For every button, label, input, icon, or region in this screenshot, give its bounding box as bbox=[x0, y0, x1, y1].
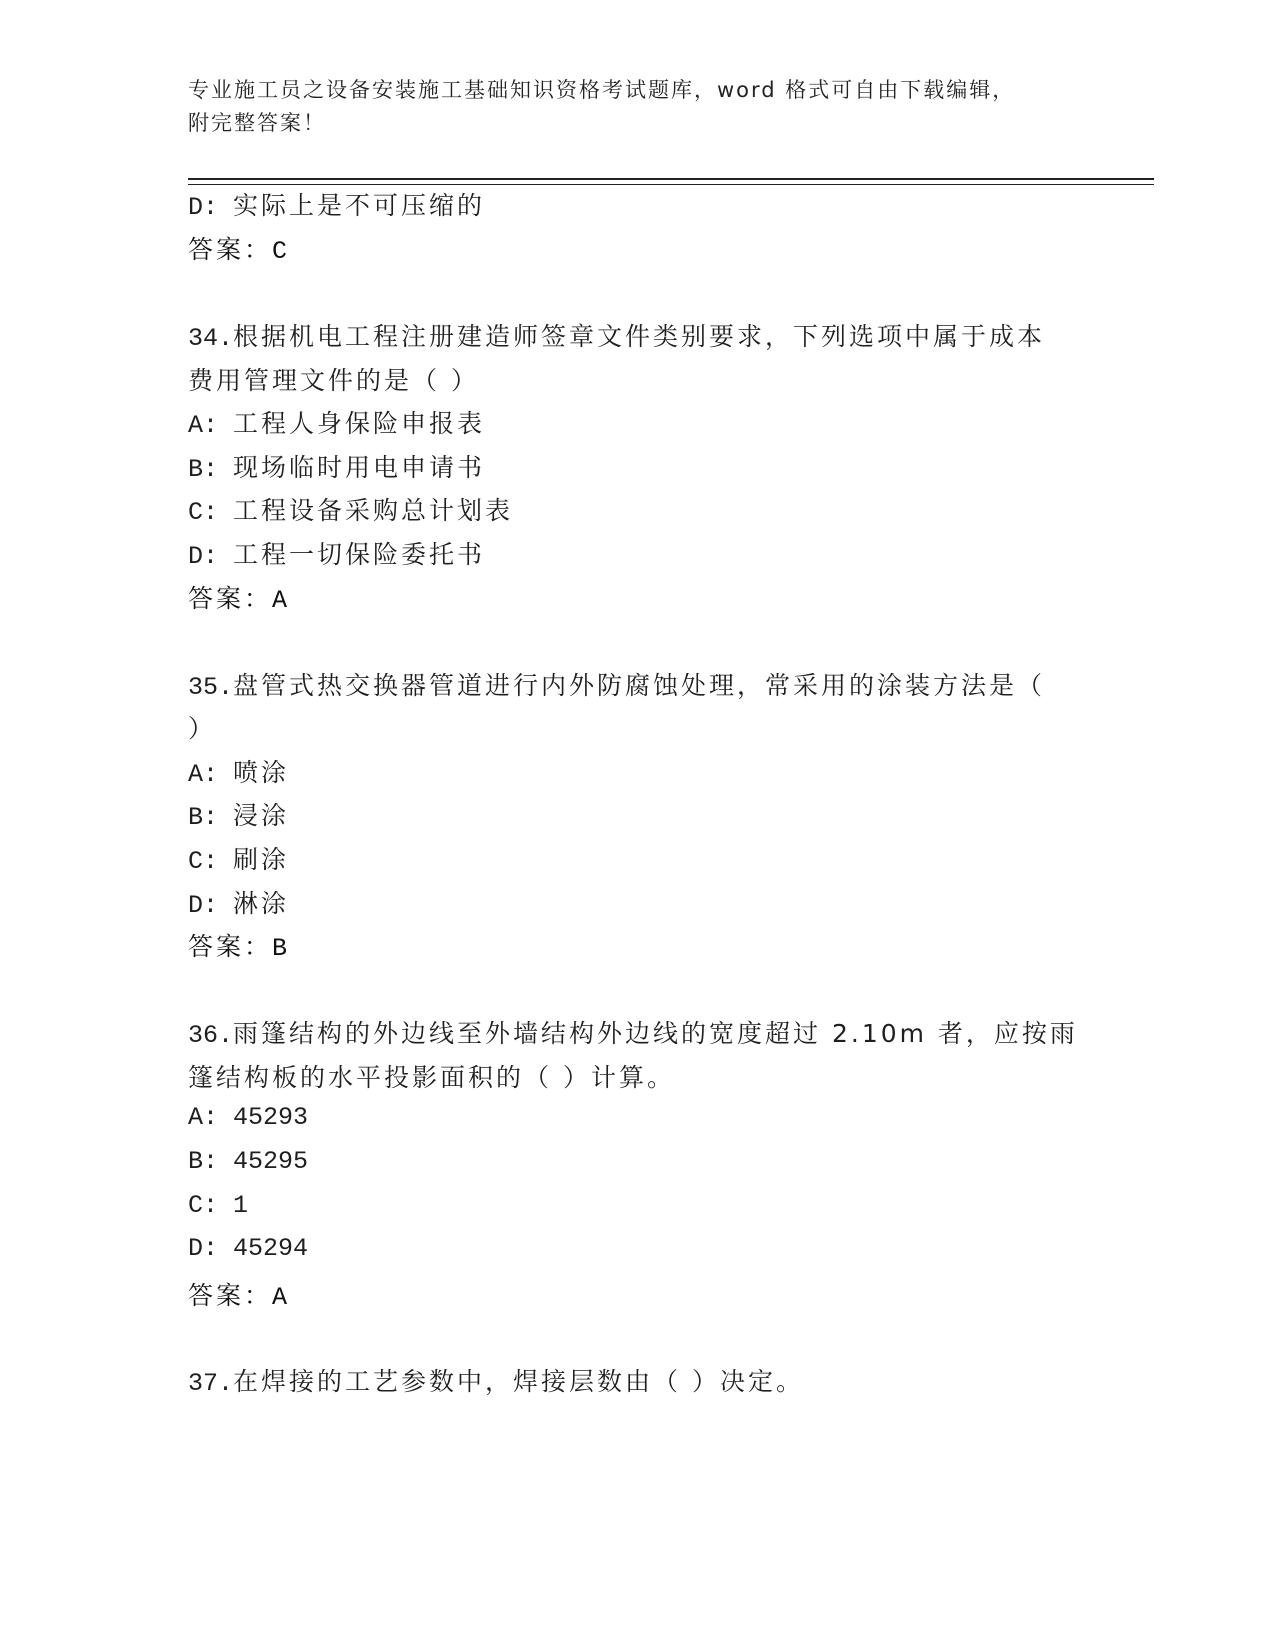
option-letter: A: bbox=[188, 411, 219, 440]
option-letter: B: bbox=[188, 803, 219, 832]
answer-value: A bbox=[272, 586, 289, 615]
option-letter: D: bbox=[188, 1234, 219, 1263]
question-36-option-d bbox=[188, 1232, 308, 1263]
question-37-line-1 bbox=[188, 1362, 804, 1398]
option-text: 45294 bbox=[233, 1234, 309, 1263]
question-35-answer bbox=[188, 927, 288, 963]
option-text: 工程设备采购总计划表 bbox=[233, 496, 514, 525]
question-35-line-1 bbox=[188, 666, 1045, 702]
option-letter: D: bbox=[188, 891, 219, 920]
answer-value: B bbox=[272, 934, 289, 963]
question-text: 雨篷结构的外边线至外墙结构外边线的宽度超过 2.10m 者，应按雨 bbox=[233, 1019, 1078, 1048]
option-letter: A: bbox=[188, 1103, 219, 1132]
question-34-line-1 bbox=[188, 317, 1045, 353]
option-text: 浸涂 bbox=[233, 801, 290, 830]
option-text: 45295 bbox=[233, 1147, 309, 1176]
option-letter: C: bbox=[188, 498, 219, 527]
header-line-2: 附完整答案！ bbox=[188, 111, 326, 135]
option-text: 工程人身保险申报表 bbox=[233, 409, 486, 438]
question-36-option-a bbox=[188, 1101, 308, 1132]
option-letter: D: bbox=[188, 542, 219, 571]
option-text: 刷涂 bbox=[233, 845, 290, 874]
page-header bbox=[188, 74, 1088, 140]
option-text: 淋涂 bbox=[233, 889, 290, 918]
option-text: 喷涂 bbox=[233, 758, 290, 787]
question-35-option-d bbox=[188, 884, 289, 920]
header-rule-thick bbox=[188, 178, 1154, 180]
question-36-answer bbox=[188, 1276, 288, 1312]
answer-label: 答案： bbox=[188, 932, 273, 961]
question-35-option-a bbox=[188, 753, 289, 789]
option-letter: C: bbox=[188, 847, 219, 876]
option-letter: A: bbox=[188, 760, 219, 789]
option-letter: D: bbox=[188, 193, 219, 222]
question-34-option-a bbox=[188, 404, 485, 440]
answer-label: 答案： bbox=[188, 584, 273, 613]
question-34-option-d bbox=[188, 535, 485, 571]
answer-label: 答案： bbox=[188, 1281, 273, 1310]
option-text: 45293 bbox=[233, 1103, 309, 1132]
option-letter: C: bbox=[188, 1191, 219, 1220]
question-text: 根据机电工程注册建造师签章文件类别要求，下列选项中属于成本 bbox=[233, 322, 1046, 351]
header-rule-thin bbox=[188, 184, 1154, 185]
answer-value: C bbox=[272, 237, 289, 266]
question-36-option-b bbox=[188, 1145, 308, 1176]
header-line-1: 专业施工员之设备安装施工基础知识资格考试题库，word 格式可自由下载编辑， bbox=[188, 78, 1016, 102]
option-d-prev bbox=[188, 186, 485, 222]
question-34-line-2: 费用管理文件的是（ ） bbox=[188, 366, 479, 395]
option-letter: B: bbox=[188, 455, 219, 484]
answer-label: 答案： bbox=[188, 235, 273, 264]
answer-prev bbox=[188, 230, 288, 266]
question-36-line-2: 篷结构板的水平投影面积的（ ）计算。 bbox=[188, 1063, 675, 1092]
question-35-line-2: ） bbox=[188, 714, 217, 743]
question-number: 34. bbox=[188, 324, 234, 353]
question-36-option-c bbox=[188, 1189, 248, 1220]
question-35-option-c bbox=[188, 840, 289, 876]
question-36-line-1 bbox=[188, 1014, 1078, 1050]
option-letter: B: bbox=[188, 1147, 219, 1176]
option-text: 现场临时用电申请书 bbox=[233, 453, 486, 482]
question-number: 35. bbox=[188, 673, 234, 702]
option-text: 1 bbox=[233, 1191, 249, 1220]
question-34-option-c bbox=[188, 491, 513, 527]
question-text: 在焊接的工艺参数中，焊接层数由（ ）决定。 bbox=[233, 1367, 804, 1396]
question-35-option-b bbox=[188, 796, 289, 832]
option-text: 工程一切保险委托书 bbox=[233, 540, 486, 569]
option-text: 实际上是不可压缩的 bbox=[233, 191, 486, 220]
question-34-option-b bbox=[188, 448, 485, 484]
question-text: 盘管式热交换器管道进行内外防腐蚀处理，常采用的涂装方法是（ bbox=[233, 671, 1046, 700]
answer-value: A bbox=[272, 1283, 289, 1312]
question-number: 37. bbox=[188, 1369, 234, 1398]
question-number: 36. bbox=[188, 1021, 234, 1050]
question-34-answer bbox=[188, 579, 288, 615]
